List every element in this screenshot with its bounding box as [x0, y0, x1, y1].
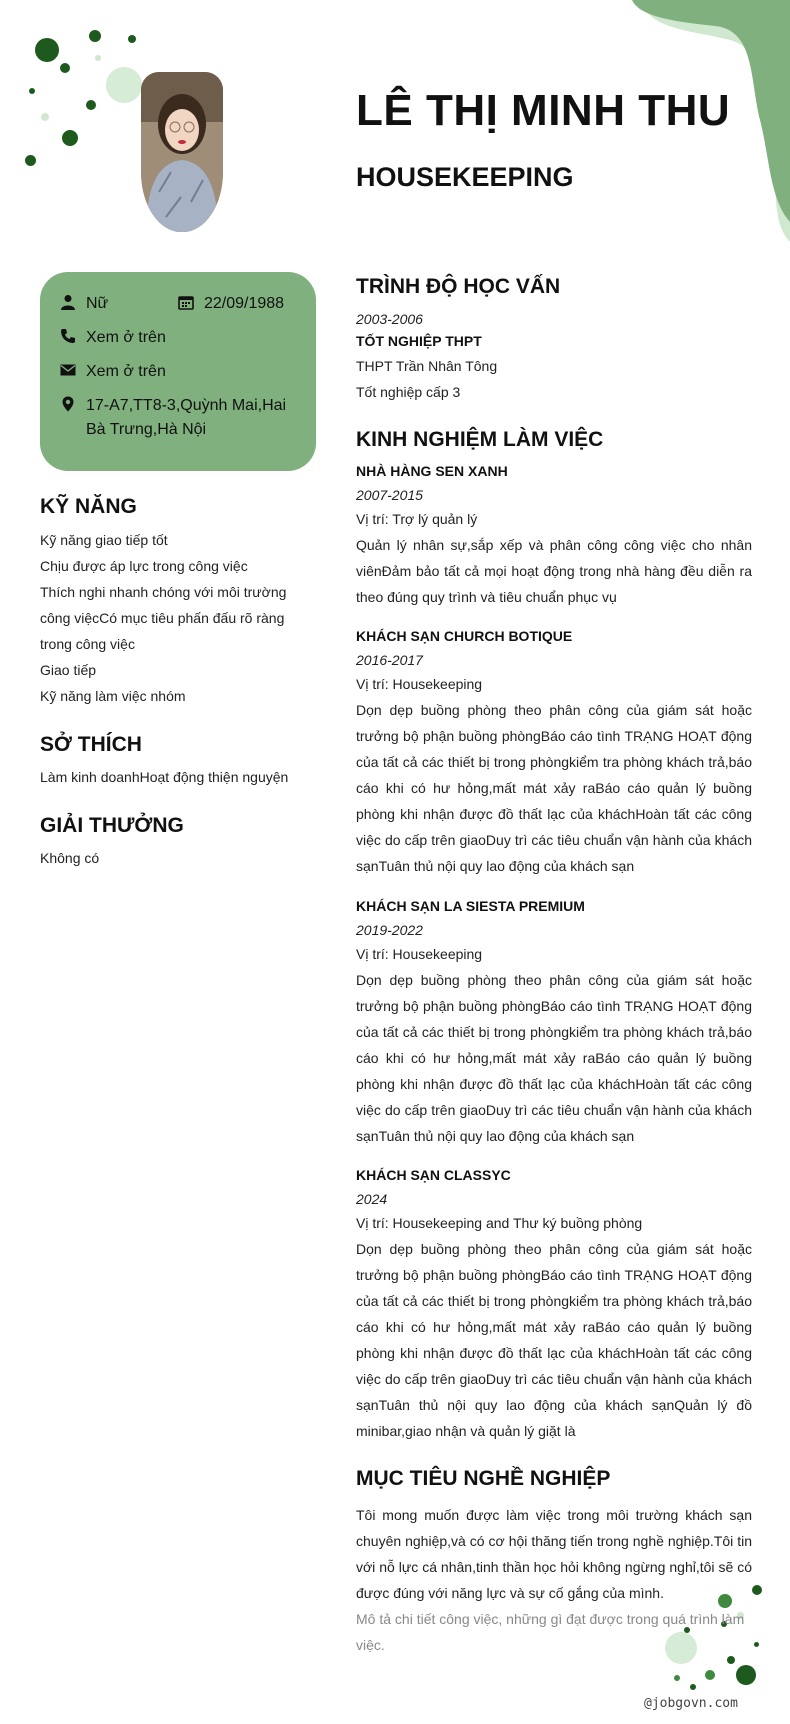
contact-card — [40, 272, 316, 471]
hobbies-text: Làm kinh doanhHoạt động thiện nguyện — [40, 769, 289, 785]
job-company: KHÁCH SẠN CHURCH BOTIQUE — [356, 628, 573, 644]
objective-placeholder: Mô tả chi tiết công việc, những gì đạt được trong quá trình làm việc. — [356, 1611, 745, 1653]
job-position: Vị trí: Housekeeping — [356, 676, 483, 692]
education-period: 2003-2006 — [356, 311, 423, 327]
dob-value: 22/09/1988 — [204, 295, 285, 312]
education-school: THPT Trần Nhân Tông — [356, 358, 498, 374]
awards-text: Không có — [40, 850, 100, 866]
candidate-role: HOUSEKEEPING — [356, 162, 574, 192]
contact-phone — [60, 326, 300, 350]
candidate-name: LÊ THỊ MINH THU — [356, 86, 731, 135]
job-description: Dọn dẹp buồng phòng theo phân công của giám sát hoặc trưởng bộ phận buồng phòngBáo cáo tình TRẠNG HOẠT động của tất cả các thiết bị trong phòngkiểm tra phòng khách trả,báo cáo khi có hư hỏng,mất mát xảy raBáo cáo quản lý buồng phòng khi nhận được đồ thất lạc của kháchHoàn tất các công việc do cấp trên giaoDuy trì các tiêu chuẩn vận hành của khách sạnTuân thủ nội quy lao động của khách sạn — [356, 702, 752, 874]
email-value: Xem ở trên — [86, 363, 166, 380]
portrait-illustration — [141, 72, 223, 232]
job-description: Quản lý nhân sự,sắp xếp và phân công công việc cho nhân viênĐảm bảo tất cả mọi hoạt động trong nhà hàng đều diễn ra theo đúng quy trình và tiêu chuẩn phục vụ — [356, 537, 752, 605]
contact-gender — [60, 292, 180, 316]
user-icon — [60, 294, 76, 310]
watermark: @jobgovn.com — [644, 1696, 738, 1711]
contact-address — [60, 394, 300, 444]
job-company: KHÁCH SẠN CLASSYC — [356, 1167, 511, 1183]
phone-value: Xem ở trên — [86, 329, 166, 346]
objective-text: Tôi mong muốn được làm việc trong môi trường khách sạn chuyên nghiệp,và có cơ hội thăng tiến trong nghề nghiệp.Tôi tin với nỗ lực cá nhân,tinh thần học hỏi không ngừng nghỉ,tôi sẽ có được đúng với năng lực và sự cố gắng của mình. — [356, 1507, 752, 1601]
job-period: 2024 — [356, 1191, 388, 1207]
skills-heading: KỸ NĂNG — [40, 495, 137, 518]
gender-value: Nữ — [86, 295, 109, 312]
profile-photo — [141, 72, 223, 232]
skill-item: Kỹ năng giao tiếp tốt — [40, 532, 168, 548]
job-description: Dọn dẹp buồng phòng theo phân công của giám sát hoặc trưởng bộ phận buồng phòngBáo cáo tình TRẠNG HOẠT động của tất cả các thiết bị trong phòngkiểm tra phòng khách trả,báo cáo khi có hư hỏng,mất mát xảy raBáo cáo quản lý buồng phòng khi nhận được đồ thất lạc của kháchHoàn tất các công việc do cấp trên giaoDuy trì các tiêu chuẩn vận hành của khách sạnTuân thủ nội quy lao động của khách sạnQuản lý đồ minibar,giao nhận và quản lý giặt là — [356, 1241, 752, 1439]
job-period: 2016-2017 — [356, 652, 423, 668]
experience-heading: KINH NGHIỆM LÀM VIỆC — [356, 428, 604, 451]
job-position: Vị trí: Housekeeping — [356, 946, 483, 962]
skill-item: Chịu được áp lực trong công việc — [40, 558, 248, 574]
education-degree: TỐT NGHIỆP THPT — [356, 333, 482, 349]
education-heading: TRÌNH ĐỘ HỌC VẤN — [356, 275, 561, 298]
job-period: 2019-2022 — [356, 922, 423, 938]
mail-icon — [60, 362, 76, 378]
phone-icon — [60, 328, 76, 344]
education-note: Tốt nghiệp cấp 3 — [356, 384, 461, 400]
skill-item: Kỹ năng làm việc nhóm — [40, 688, 186, 704]
job-description: Dọn dẹp buồng phòng theo phân công của giám sát hoặc trưởng bộ phận buồng phòngBáo cáo tình TRẠNG HOẠT động của tất cả các thiết bị trong phòngkiểm tra phòng khách trả,báo cáo khi có hư hỏng,mất mát xảy raBáo cáo quản lý buồng phòng khi nhận được đồ thất lạc của kháchHoàn tất các công việc do cấp trên giaoDuy trì các tiêu chuẩn vận hành của khách sạnTuân thủ nội quy lao động của khách sạn — [356, 972, 752, 1144]
job-position: Vị trí: Trợ lý quản lý — [356, 511, 478, 527]
job-company: KHÁCH SẠN LA SIESTA PREMIUM — [356, 898, 585, 914]
address-value: 17-A7,TT8-3,Quỳnh Mai,Hai Bà Trưng,Hà Nội — [86, 397, 287, 438]
contact-email — [60, 360, 300, 384]
location-pin-icon — [60, 396, 76, 412]
job-company: NHÀ HÀNG SEN XANH — [356, 463, 508, 479]
skill-item: Giao tiếp — [40, 662, 97, 678]
skills-list — [40, 527, 290, 709]
objective-heading: MỤC TIÊU NGHỀ NGHIỆP — [356, 1467, 611, 1490]
job-period: 2007-2015 — [356, 487, 423, 503]
calendar-icon — [178, 294, 194, 310]
job-position: Vị trí: Housekeeping and Thư ký buồng phòng — [356, 1215, 643, 1231]
awards-heading: GIẢI THƯỞNG — [40, 814, 184, 837]
contact-dob — [178, 292, 308, 316]
skill-item: Thích nghi nhanh chóng với môi trường công việcCó mục tiêu phấn đấu rõ ràng trong công việc — [40, 584, 287, 652]
hobbies-heading: SỞ THÍCH — [40, 733, 142, 756]
